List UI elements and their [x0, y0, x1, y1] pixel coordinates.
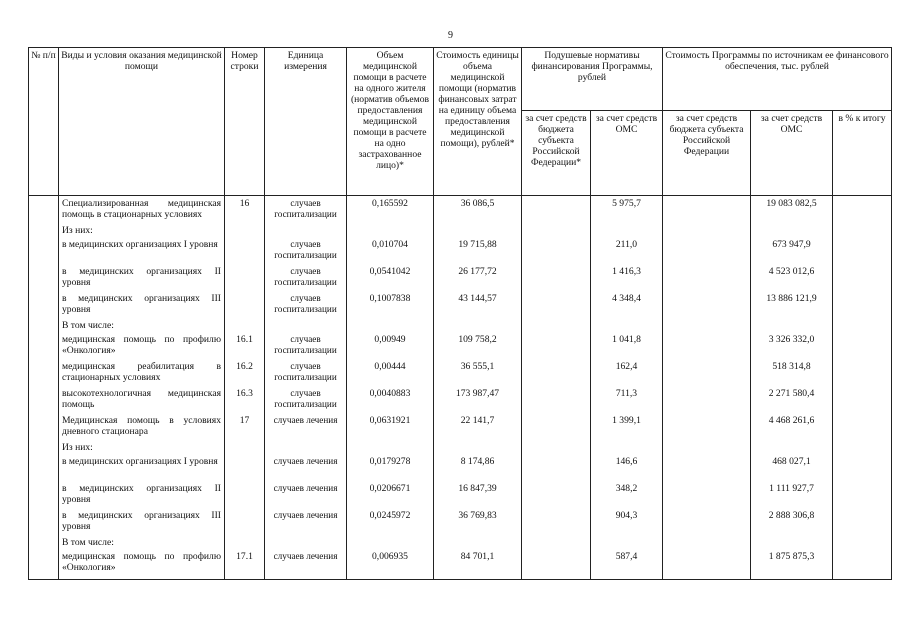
table-row — [29, 360, 892, 387]
table-row — [29, 238, 892, 265]
row-name: в медицинских организациях I уровня — [59, 455, 225, 482]
row-cost: 84 701,1 — [434, 550, 522, 580]
table-row — [29, 509, 892, 536]
row-per-capita-oms: 211,0 — [591, 238, 663, 265]
row-unit — [265, 536, 347, 550]
row-volume — [347, 319, 434, 333]
row-program-budget — [663, 196, 751, 225]
row-per-capita-oms: 146,6 — [591, 455, 663, 482]
row-cost: 16 847,39 — [434, 482, 522, 509]
row-number — [225, 509, 265, 536]
row-per-capita-budget — [522, 387, 591, 414]
row-index-cell — [29, 360, 59, 387]
table-row — [29, 536, 892, 550]
row-index-cell — [29, 550, 59, 580]
header-volume: Объем медицинской помощи в расчете на одного жителя (норматив объемов предоставления медицинской помощи в расчете на одно застрахованное лицо)* — [347, 48, 434, 196]
row-index-cell — [29, 333, 59, 360]
row-program-oms: 518 314,8 — [751, 360, 833, 387]
row-per-capita-budget — [522, 482, 591, 509]
row-program-oms: 2 888 306,8 — [751, 509, 833, 536]
row-program-pct — [833, 455, 892, 482]
row-program-budget — [663, 387, 751, 414]
row-number: 16.2 — [225, 360, 265, 387]
row-index-cell — [29, 455, 59, 482]
row-per-capita-budget — [522, 360, 591, 387]
row-per-capita-budget — [522, 536, 591, 550]
row-unit: случаев госпитализации — [265, 238, 347, 265]
row-program-budget — [663, 536, 751, 550]
row-volume: 0,0179278 — [347, 455, 434, 482]
header-per-capita: Подушевые нормативы финансирования Программы, рублей — [522, 48, 663, 111]
table-row — [29, 333, 892, 360]
header-per-capita-budget: за счет средств бюджета субъекта Российской Федерации* — [522, 111, 591, 196]
row-unit: случаев лечения — [265, 509, 347, 536]
row-program-oms — [751, 441, 833, 455]
row-cost: 36 555,1 — [434, 360, 522, 387]
row-program-budget — [663, 360, 751, 387]
row-number: 17.1 — [225, 550, 265, 580]
row-cost — [434, 224, 522, 238]
row-volume: 0,00444 — [347, 360, 434, 387]
row-name: в медицинских организациях II уровня — [59, 265, 225, 292]
row-program-oms: 3 326 332,0 — [751, 333, 833, 360]
row-number: 16.3 — [225, 387, 265, 414]
row-cost: 19 715,88 — [434, 238, 522, 265]
row-number — [225, 441, 265, 455]
table-row — [29, 455, 892, 482]
row-index-cell — [29, 414, 59, 441]
row-program-pct — [833, 292, 892, 319]
row-per-capita-oms — [591, 319, 663, 333]
row-program-budget — [663, 224, 751, 238]
row-program-oms: 2 271 580,4 — [751, 387, 833, 414]
row-unit — [265, 224, 347, 238]
row-volume: 0,165592 — [347, 196, 434, 225]
header-program-cost: Стоимость Программы по источникам ее финансового обеспечения, тыс. рублей — [663, 48, 892, 111]
row-unit: случаев госпитализации — [265, 387, 347, 414]
row-program-oms: 4 523 012,6 — [751, 265, 833, 292]
row-program-pct — [833, 196, 892, 225]
row-program-oms: 13 886 121,9 — [751, 292, 833, 319]
row-number — [225, 238, 265, 265]
row-per-capita-oms — [591, 224, 663, 238]
row-number — [225, 224, 265, 238]
row-program-pct — [833, 414, 892, 441]
row-program-oms: 19 083 082,5 — [751, 196, 833, 225]
table-row — [29, 482, 892, 509]
row-cost: 36 086,5 — [434, 196, 522, 225]
row-name: медицинская помощь по профилю «Онкология» — [59, 550, 225, 580]
row-program-pct — [833, 265, 892, 292]
row-name: В том числе: — [59, 319, 225, 333]
row-index-cell — [29, 482, 59, 509]
row-program-oms: 673 947,9 — [751, 238, 833, 265]
row-volume: 0,00949 — [347, 333, 434, 360]
row-number: 16 — [225, 196, 265, 225]
row-per-capita-budget — [522, 224, 591, 238]
table-row — [29, 196, 892, 225]
row-name: Медицинская помощь в условиях дневного стационара — [59, 414, 225, 441]
page-number: 9 — [448, 30, 453, 41]
row-program-budget — [663, 292, 751, 319]
row-per-capita-oms: 348,2 — [591, 482, 663, 509]
program-cost-table — [28, 47, 892, 580]
row-per-capita-oms: 1 041,8 — [591, 333, 663, 360]
header-program-budget: за счет средств бюджета субъекта Российской Федерации — [663, 111, 751, 196]
header-row-number: Номер строки — [225, 48, 265, 196]
row-per-capita-budget — [522, 509, 591, 536]
row-program-budget — [663, 414, 751, 441]
row-number: 16.1 — [225, 333, 265, 360]
row-name: в медицинских организациях III уровня — [59, 292, 225, 319]
table-row — [29, 387, 892, 414]
row-volume — [347, 441, 434, 455]
table-row — [29, 414, 892, 441]
row-cost: 109 758,2 — [434, 333, 522, 360]
row-number — [225, 292, 265, 319]
row-index-cell — [29, 196, 59, 225]
row-number — [225, 455, 265, 482]
row-unit: случаев лечения — [265, 455, 347, 482]
row-index-cell — [29, 238, 59, 265]
row-cost: 26 177,72 — [434, 265, 522, 292]
row-volume: 0,0631921 — [347, 414, 434, 441]
row-cost — [434, 441, 522, 455]
row-program-budget — [663, 333, 751, 360]
row-per-capita-budget — [522, 319, 591, 333]
row-number — [225, 482, 265, 509]
row-index-cell — [29, 265, 59, 292]
row-volume: 0,006935 — [347, 550, 434, 580]
row-unit: случаев госпитализации — [265, 333, 347, 360]
row-program-budget — [663, 265, 751, 292]
row-program-pct — [833, 387, 892, 414]
row-name: в медицинских организациях III уровня — [59, 509, 225, 536]
row-program-pct — [833, 550, 892, 580]
row-cost: 43 144,57 — [434, 292, 522, 319]
row-name: В том числе: — [59, 536, 225, 550]
row-program-oms: 1 111 927,7 — [751, 482, 833, 509]
row-volume — [347, 224, 434, 238]
row-per-capita-budget — [522, 265, 591, 292]
row-unit: случаев госпитализации — [265, 196, 347, 225]
row-index-cell — [29, 536, 59, 550]
row-per-capita-budget — [522, 292, 591, 319]
row-cost — [434, 319, 522, 333]
row-program-oms — [751, 224, 833, 238]
row-per-capita-budget — [522, 196, 591, 225]
row-index-cell — [29, 441, 59, 455]
header-cost: Стоимость единицы объема медицинской помощи (норматив финансовых затрат на единицу объема предоставления медицинской помощи), рублей* — [434, 48, 522, 196]
table-row — [29, 265, 892, 292]
row-number — [225, 536, 265, 550]
row-number — [225, 265, 265, 292]
row-name: Специализированная медицинская помощь в стационарных условиях — [59, 196, 225, 225]
row-volume: 0,0040883 — [347, 387, 434, 414]
row-volume: 0,010704 — [347, 238, 434, 265]
row-per-capita-oms: 4 348,4 — [591, 292, 663, 319]
row-index-cell — [29, 292, 59, 319]
row-cost: 36 769,83 — [434, 509, 522, 536]
header-program-oms: за счет средств ОМС — [751, 111, 833, 196]
row-program-pct — [833, 482, 892, 509]
row-program-pct — [833, 238, 892, 265]
row-per-capita-budget — [522, 550, 591, 580]
row-program-budget — [663, 482, 751, 509]
row-name: Из них: — [59, 224, 225, 238]
table-row — [29, 319, 892, 333]
row-per-capita-budget — [522, 441, 591, 455]
row-unit: случаев лечения — [265, 482, 347, 509]
header-per-capita-oms: за счет средств ОМС — [591, 111, 663, 196]
table-row — [29, 441, 892, 455]
row-program-oms — [751, 319, 833, 333]
row-index-cell — [29, 387, 59, 414]
row-per-capita-budget — [522, 455, 591, 482]
row-per-capita-budget — [522, 333, 591, 360]
row-per-capita-oms: 587,4 — [591, 550, 663, 580]
row-program-oms — [751, 536, 833, 550]
row-program-pct — [833, 333, 892, 360]
table-row — [29, 550, 892, 580]
row-number: 17 — [225, 414, 265, 441]
row-program-pct — [833, 224, 892, 238]
row-unit: случаев госпитализации — [265, 360, 347, 387]
row-per-capita-oms: 1 416,3 — [591, 265, 663, 292]
row-per-capita-budget — [522, 238, 591, 265]
row-unit: случаев лечения — [265, 550, 347, 580]
row-cost — [434, 536, 522, 550]
table-row — [29, 292, 892, 319]
row-unit — [265, 441, 347, 455]
row-program-oms: 4 468 261,6 — [751, 414, 833, 441]
row-volume: 0,0541042 — [347, 265, 434, 292]
row-name: медицинская реабилитация в стационарных условиях — [59, 360, 225, 387]
row-name: высокотехнологичная медицинская помощь — [59, 387, 225, 414]
row-per-capita-oms: 5 975,7 — [591, 196, 663, 225]
row-program-oms: 468 027,1 — [751, 455, 833, 482]
row-name: Из них: — [59, 441, 225, 455]
row-index-cell — [29, 509, 59, 536]
row-cost: 22 141,7 — [434, 414, 522, 441]
row-unit — [265, 319, 347, 333]
row-per-capita-oms: 711,3 — [591, 387, 663, 414]
row-program-budget — [663, 238, 751, 265]
row-program-budget — [663, 455, 751, 482]
row-program-budget — [663, 441, 751, 455]
header-unit: Единица измерения — [265, 48, 347, 196]
row-program-pct — [833, 509, 892, 536]
header-program-pct: в % к итогу — [833, 111, 892, 196]
row-volume — [347, 536, 434, 550]
table-row — [29, 224, 892, 238]
row-per-capita-oms: 1 399,1 — [591, 414, 663, 441]
header-num: № п/п — [29, 48, 59, 196]
row-unit: случаев лечения — [265, 414, 347, 441]
table-body — [29, 196, 892, 580]
row-program-pct — [833, 319, 892, 333]
row-volume: 0,1007838 — [347, 292, 434, 319]
row-cost: 173 987,47 — [434, 387, 522, 414]
row-program-budget — [663, 550, 751, 580]
row-program-pct — [833, 536, 892, 550]
row-name: в медицинских организациях II уровня — [59, 482, 225, 509]
row-number — [225, 319, 265, 333]
row-index-cell — [29, 319, 59, 333]
header-kind: Виды и условия оказания медицинской помощи — [59, 48, 225, 196]
row-program-budget — [663, 319, 751, 333]
row-program-pct — [833, 360, 892, 387]
row-program-pct — [833, 441, 892, 455]
row-unit: случаев госпитализации — [265, 292, 347, 319]
row-per-capita-budget — [522, 414, 591, 441]
row-program-oms: 1 875 875,3 — [751, 550, 833, 580]
row-name: медицинская помощь по профилю «Онкология» — [59, 333, 225, 360]
row-program-budget — [663, 509, 751, 536]
row-name: в медицинских организациях I уровня — [59, 238, 225, 265]
row-index-cell — [29, 224, 59, 238]
row-per-capita-oms — [591, 441, 663, 455]
row-cost: 8 174,86 — [434, 455, 522, 482]
row-volume: 0,0206671 — [347, 482, 434, 509]
row-per-capita-oms — [591, 536, 663, 550]
row-per-capita-oms: 162,4 — [591, 360, 663, 387]
row-volume: 0,0245972 — [347, 509, 434, 536]
row-per-capita-oms: 904,3 — [591, 509, 663, 536]
row-unit: случаев госпитализации — [265, 265, 347, 292]
